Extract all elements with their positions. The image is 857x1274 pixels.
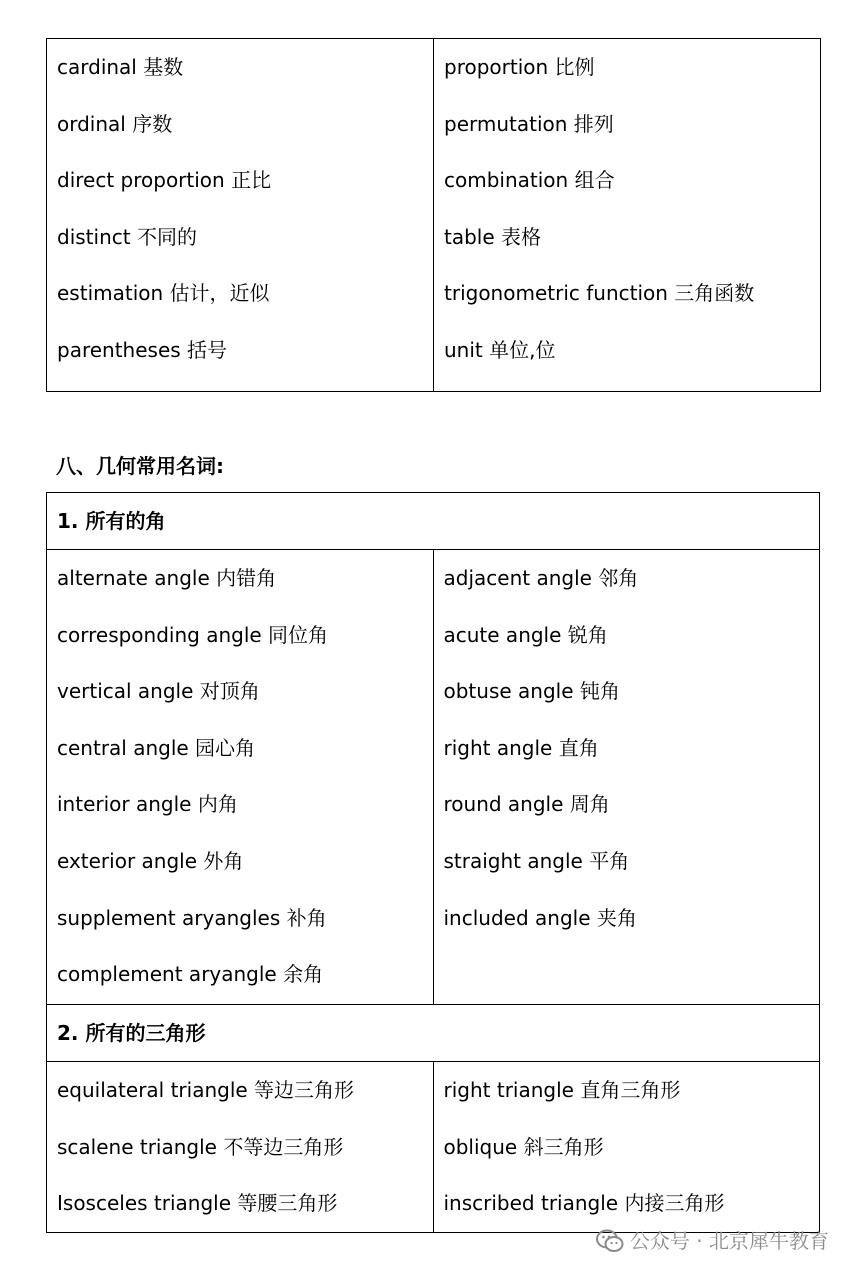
term-item: obtuse angle 钝角 bbox=[443, 679, 620, 704]
term-item: right angle 直角 bbox=[443, 735, 599, 760]
wechat-icon bbox=[596, 1229, 624, 1253]
angles-header: 1. 所有的角 bbox=[47, 493, 820, 550]
term-item: combination 组合 bbox=[444, 168, 615, 193]
term-item: exterior angle 外角 bbox=[57, 848, 244, 873]
term-item: Isosceles triangle 等腰三角形 bbox=[57, 1191, 338, 1216]
term-item: unit 单位,位 bbox=[444, 337, 556, 362]
section-title: 八、几何常用名词: bbox=[56, 454, 224, 478]
vocab-table-misc bbox=[46, 38, 821, 392]
misc-right-column bbox=[434, 39, 821, 392]
term-item: included angle 夹角 bbox=[443, 905, 637, 930]
term-item: trigonometric function 三角函数 bbox=[444, 281, 755, 306]
term-item: straight angle 平角 bbox=[443, 848, 630, 873]
triangles-left-column bbox=[47, 1062, 434, 1233]
term-item: interior angle 内角 bbox=[57, 792, 238, 817]
angles-right-column bbox=[433, 550, 820, 1005]
watermark-text: 公众号 · 北京犀牛教育 bbox=[629, 1229, 829, 1253]
term-item: oblique 斜三角形 bbox=[443, 1134, 604, 1159]
misc-left-column bbox=[47, 39, 434, 392]
term-item: direct proportion 正比 bbox=[57, 168, 272, 193]
triangles-right-column bbox=[433, 1062, 820, 1233]
term-item: complement aryangle 余角 bbox=[57, 962, 324, 987]
term-item: alternate angle 内错角 bbox=[57, 566, 277, 590]
term-item: estimation 估计，近似 bbox=[57, 281, 270, 306]
term-item: supplement aryangles 补角 bbox=[57, 905, 327, 930]
angles-left-column bbox=[47, 550, 434, 1005]
term-item: inscribed triangle 内接三角形 bbox=[443, 1191, 725, 1216]
term-item: ordinal 序数 bbox=[57, 111, 173, 136]
term-item: scalene triangle 不等边三角形 bbox=[57, 1134, 344, 1159]
term-item: cardinal 基数 bbox=[57, 55, 184, 79]
term-item: distinct 不同的 bbox=[57, 224, 197, 249]
term-item: corresponding angle 同位角 bbox=[57, 622, 329, 647]
term-item: central angle 园心角 bbox=[57, 735, 256, 760]
term-item: round angle 周角 bbox=[443, 792, 610, 817]
term-item: acute angle 锐角 bbox=[443, 622, 608, 647]
term-item: table 表格 bbox=[444, 224, 542, 249]
watermark bbox=[596, 1226, 829, 1256]
triangles-header: 2. 所有的三角形 bbox=[47, 1005, 820, 1062]
term-item: right triangle 直角三角形 bbox=[443, 1078, 681, 1103]
vocab-table-geometry bbox=[46, 492, 820, 1233]
term-item: parentheses 括号 bbox=[57, 337, 228, 362]
term-item: permutation 排列 bbox=[444, 111, 614, 136]
term-item: equilateral triangle 等边三角形 bbox=[57, 1078, 355, 1103]
term-item: vertical angle 对顶角 bbox=[57, 679, 260, 704]
term-item: proportion 比例 bbox=[444, 55, 595, 79]
term-item: adjacent angle 邻角 bbox=[443, 566, 639, 590]
